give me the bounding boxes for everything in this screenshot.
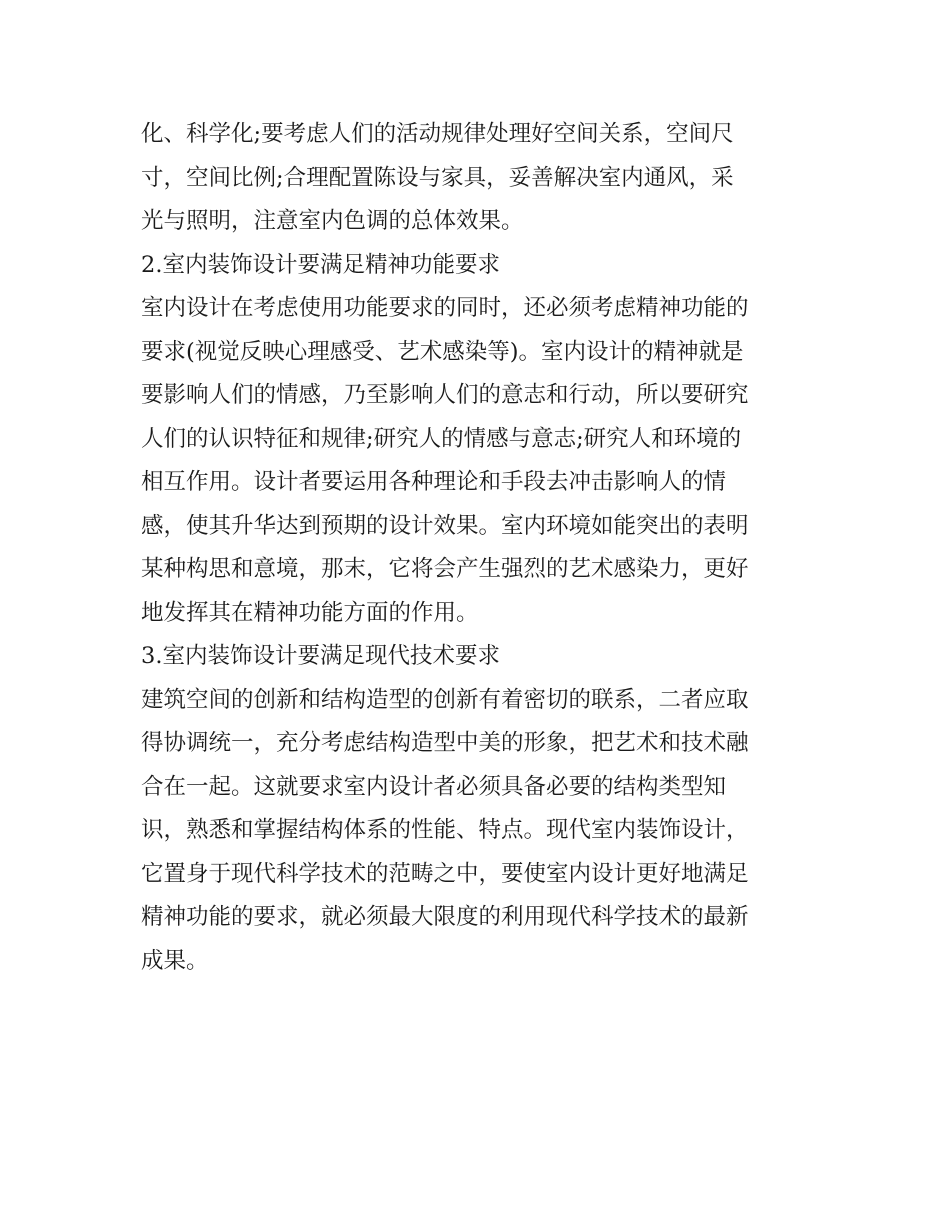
section-heading-3: 3.室内装饰设计要满足现代技术要求 [141, 643, 500, 669]
text-line: 成果。 [141, 947, 209, 974]
section-heading-2: 2.室内装饰设计要满足精神功能要求 [141, 251, 500, 278]
text-line: 室内设计在考虑使用功能要求的同时，还必须考虑精神功能的 [141, 295, 749, 321]
text-line: 识，熟悉和掌握结构体系的性能、特点。现代室内装饰设计， [141, 817, 749, 843]
document-body [141, 113, 821, 983]
text-line: 人们的认识特征和规律;研究人的情感与意志;研究人和环境的 [141, 425, 742, 452]
text-line: 要影响人们的情感，乃至影响人们的意志和行动，所以要研究 [141, 382, 749, 408]
text-line: 合在一起。这就要求室内设计者必须具备必要的结构类型知 [141, 773, 727, 800]
text-line: 感，使其升华达到预期的设计效果。室内环境如能突出的表明 [141, 512, 749, 539]
text-line: 要求(视觉反映心理感受、艺术感染等)。室内设计的精神就是 [141, 338, 744, 365]
text-line: 光与照明，注意室内色调的总体效果。 [141, 208, 524, 234]
text-line: 化、科学化;要考虑人们的活动规律处理好空间关系，空间尺 [141, 121, 734, 147]
text-line: 精神功能的要求，就必须最大限度的利用现代科学技术的最新 [141, 904, 749, 930]
text-line: 某种构思和意境，那末，它将会产生强烈的艺术感染力，更好 [141, 556, 749, 582]
text-line: 地发挥其在精神功能方面的作用。 [141, 599, 479, 626]
text-line: 它置身于现代科学技术的范畴之中，要使室内设计更好地满足 [141, 860, 749, 887]
text-line: 相互作用。设计者要运用各种理论和手段去冲击影响人的情 [141, 469, 727, 495]
text-line: 得协调统一，充分考虑结构造型中美的形象，把艺术和技术融 [141, 730, 749, 756]
text-line: 寸，空间比例;合理配置陈设与家具，妥善解决室内通风，采 [141, 164, 734, 191]
text-line: 建筑空间的创新和结构造型的创新有着密切的联系，二者应取 [141, 686, 749, 713]
